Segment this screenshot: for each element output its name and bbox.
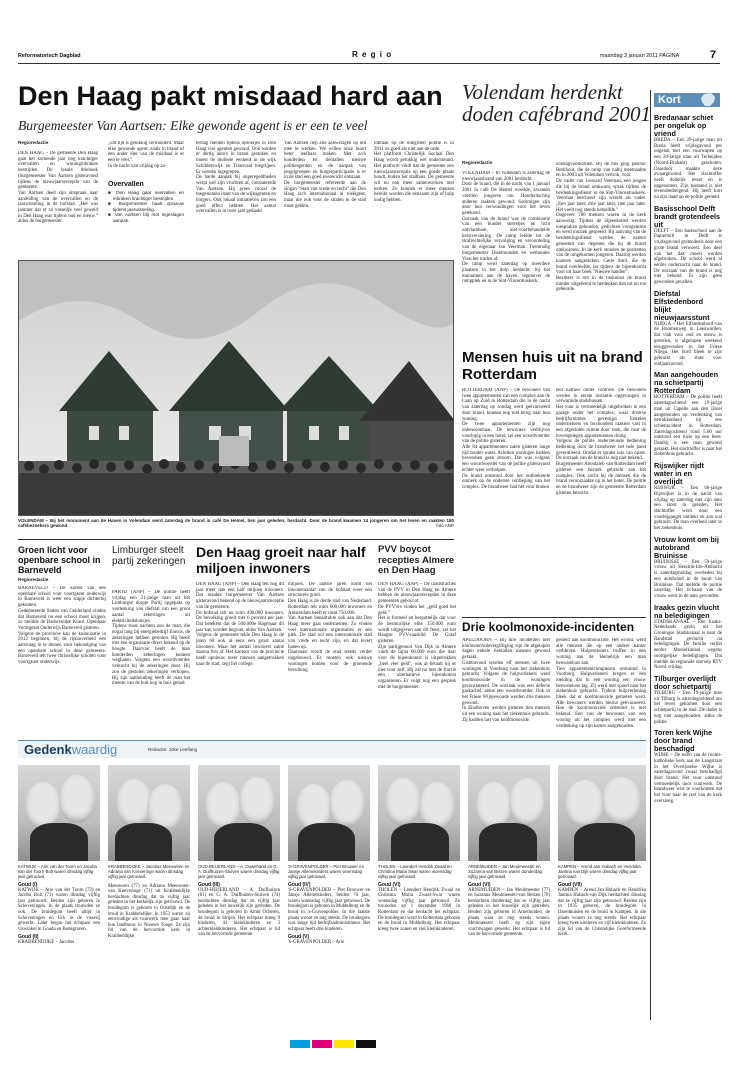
overvallen-item: ■ Burgemeester haalt opnieuw tijdens jaarwisseling.: [108, 201, 184, 212]
dire-col2: gesteld aan koolmonoxide. Het woord, werd alle mensen die op een andere kamer verbleven. Hulpverleners troffen in een woning aan de Hemelrijk een man bewusteloos aan. Tien appartementcomplexen ontruimd in Voorburg. Hulpverleners kregen er een melding dat in een woning een vrouw bewusteloos lag. Zij werd met spoed naar het ziekenhuis gebracht. Tijdens hulpverlening bleek dat er koolmonoxide gemeten werd. Alle bewoners werden hierna geëvacueerd. Hoe de koolmonoxide ontstond is niet bekend. Een van de bewoners van een woning uit het complex werd met een verdenking op zijn kamer aangehouden.: [556, 638, 646, 729]
overvallen-item: ■ Den Haag gaat overvallen en inbraken krachtiger bestrijden.: [108, 190, 184, 201]
denhaag-headline: Den Haag groeit naar half miljoen inwoners: [196, 545, 366, 576]
kort-divider: [650, 90, 651, 1020]
barneveld-headline: Groen licht voor openbare school in Barneveld: [18, 545, 101, 575]
couple-caption: KRABBENDIJKE – Jacobus Meeuwsen en Adriana van Koeveringe waren dinsdag vijftig jaar getrouwd.: [108, 864, 190, 880]
couple-label: Goud (VII): [558, 881, 582, 888]
couple-caption: 'S-GRAVENPOLDER – Piet Brouwer en Jansje Allemekinders waren woensdag vijftig jaar getrouwd.: [288, 864, 364, 880]
overvallen-title: Overvallen: [108, 181, 144, 188]
lead-col4: Van Aartsen riep alle aanwezigen op om mee te werken. We willen onze buurt beter leefbaar maken. Met zo'n honderden en tientallen nieuwe politieagenten en de aanpak van jeugdgroepen en burgerparticipatie is er in de stad een goed evenwicht ontstaan. De burgemeester refereerde aan de slogan "Stad van vrede en recht" die Den Haag zich internationaal al toeëigent, maar die ook voor de straten in de stad moet gelden.: [284, 141, 366, 209]
kort-title: Kort: [658, 94, 681, 106]
couple-caption: THOLEN – Leendert Hendrik Zwaal en Christina Maria Swar waren woensdag vijftig jaar getrouwd.: [378, 864, 452, 880]
gedenkwaardig-editor: Redactie: Joke Leeflang: [148, 747, 198, 752]
pvv-text: DEN HAAG (ANP) – De raadsfracties van de PVV in Den Haag en Almere hebben de nieuwjaarsrecepties in deze gemeenten geboycot. De PVV'ers vinden het „geld goed het geld.” Het is formeel en bespottelijk dat voor de bestuurlijke elite 150.000 euro wordt uitgegeven aan dit feest, zei het Haagse PVV-raadslid De Graaf gisteren. Zijn partijgenoot Van Dijk in Almere vindt de bijna 60.000 euro die daar voor de bijeenkomst is uitgetrokken „heel veel geld”, ook al betaalt hij er niet voor zelf. Hij zal nu met de fractie een alternatieve bijeenkomst organiseren. Er volgt nog een gesprek met de burgemeester.: [378, 582, 456, 690]
limburger-text: PARTIJ (ANP) – De politie heeft vrijdag een 21-jarige man uit het Limburgse dorpje Partij opgepakt op verdenking van diefstal van een groot aantal zekeringen uit elektriciteitshuisjes. Tijdens twee nachten zou de man, die nogal lang bij energiebedrijf Enexis, de zekeringen hebben gestolen. Hij bleek met een organisatie direct bekend op de hoogte. Daarvan heeft de man honderden zekeringen kunnen weghalen. Volgens een woordvoerder verkocht hij de zekeringen door. Hij zou de gestolen zekeringen verkopen. Bij zijn aanhouding heeft de man het meeste van de buit nog in huis gehad.: [112, 590, 190, 687]
barneveld-text: BARNEVELD – De komst van een openbare school voor voortgezet onderwijs in Barneveld is weer een stapje dichterbij gekomen. Gedeputeerde Staten van Gelderland vinden dat Barneveld nu een school moet krijgen, zo meldde de Barneveldse Krant. Openbaar Voortgezet Onderwijs Barneveld gisteren. Volgens de provincie kan de kolonizatie in 2012 beginnen, bij de rijksoverheid een aanvraag in te dienen voor bekostiging van een openbare school in deze gemeente. Barneveld telt twee christelijke scholen voor voortgezet onderwijs.: [18, 586, 106, 666]
couple-text: KAMPEN – Arend Jan Hubach en Hendrika Jantina Hubach-van Dijk herdachten dinsdag dat ze vijftig jaar zijn getrouwd. Beiden zijn in 1935 geboren, de bruidegom in IJsselmuiden en de bruid in Kampen. In die plaats wonen ze nog steeds. Het echtpaar kreeg twee kinderen en vijf kleinkinderen. Ze zijn lid van de Christelijke Gereformeerde Kerk.: [558, 887, 646, 938]
volendam-col2: zondagvoorkomen. Bij de mis ging pastoor Berkhout, die de ramp van nabij meemaakte en in 2003 uit Volendam vertrok, voor. De vader van Leonard Veerman, een jongen die bij de brand omkwam, sprak tijdens de herdenkingsdienst in de Sint-Vincentiuskerk. Veerman beschreef zijn wereld als vader. „Een jaar later, drie jaar later, tien jaar later. Het voelt nog steeds hetzelfde.” Ongeveer 700 mensen waren in de kerk aanwezig. Tijdens de bijeenkomst werden toespraken gehouden, gedichten voorgelezen en werd muziek gespeeld. Bij aanvang van de herdenkingsdienst werden de namen genoemd van degenen die bij de brand omkwamen. In de kerk stonden de portretten van de omgekomen jongeren. Daarbij werden kaarsen aangestoken. Gerie Smit, die de brand overleefde, las tijdens de bijeenkomst voor uit haar boek "Nieuwe handen". Bezitters is om in de toekomst de brand minder uitgebreid te herdenken dan tot nu toe gebeurde.: [556, 162, 646, 293]
lead-byline: Regioredactie: [18, 140, 49, 145]
header-rule: [18, 63, 720, 64]
couple-label: Goud (I): [18, 881, 38, 888]
kort-item: Vrouw komt om bij autobrand Bruinisse BRUINISSE – Een 59-jarige vrouw uit Hendrik-Ido-Ambacht is zaterdagmiddag overleden bij een autobrand in de buurt van Bruinisse. Dat meldde de politie zaterdag. Het lichaam van de vrouw werd in de auto gevonden.: [654, 534, 722, 599]
lead-headline: Den Haag pakt misdaad hard aan: [18, 81, 443, 111]
lead-col2: „Dit tijd is gelukkig verminderd. Maar elke gewonde agent, zoals in brand of een ander dier van de misdaad is er een te veel.” In de nacht van vrijdag op za-: [108, 141, 184, 169]
couple-column: [378, 864, 460, 1024]
couple-caption: OUD-BEIJERLAND – A. Ouwehand en G. A. Duifhuizen-Stuiven waren dinsdag vijftig jaar getrouwd.: [198, 864, 280, 880]
barneveld-byline: Regioredactie: [18, 577, 49, 582]
overvallen-item: ■ Van Aartsen blij met ingeslagen aanpak.: [108, 212, 184, 223]
photo-caption: VOLENDAM – Bij het monument aan de Haven in Volendam werd zaterdag de brand in café De Hemel, tien jaar geleden, herdacht. Door de brand kwamen 14 jongeren om het leven en raakten 180 cafébezoekers gewond. foto ANP: [18, 518, 454, 529]
kort-item: Tilburger overlijdt door schietpartij TILBURG – Een 19-jarige man uit Tilburg is zaterdagochtend om het leven gekomen door een schietpartij in de stad. De dader is nog niet aangehouden, aldus de politie.: [654, 674, 722, 725]
lead-col5: inbraak op de integriteit politie is in 2011 zo goed als niet aan de orde. Het platform Christelijk Sociaal Den Haag wordt gelukkig wel ondersteund. Het platform vindt dat de gemeente een nieuwjaarsreceptie op een goede plaats houdt, buiten het stadhuis. De gemeente wil nu ook meer samenwerken met kerken. Zo kunnen er meer mensen bereikt worden die eenzaam zijn of hulp nodig hebben.: [374, 141, 454, 204]
volendam-photo: [18, 260, 454, 516]
couple-photo: [288, 765, 370, 861]
couple-photo: [108, 765, 190, 861]
kort-item: Rijswijker rijdt water in en overlijdt RIJSWIJK – Een 60-jarige Rijswijker is in de nacht van vrijdag op zaterdag met zijn auto een sloot in gereden. Het slachtoffer werd door een voorbijganger ontdekt en aan wal gebracht. De man overleed later in het ziekenhuis.: [654, 461, 722, 532]
couple-label: Goud (VI): [378, 881, 401, 888]
netherlands-map-icon: [699, 93, 717, 107]
kort-banner: [654, 93, 720, 107]
couple-photo: [198, 765, 280, 861]
dire-col1: APELDOORN – Bij drie incidenten met koolmonoxidevergiftiging zijn de afgelopen dagen enkele tientallen mensen gewond geraakt. Gisteravond werden elf mensen uit twee woningen in Voorburg naar het ziekenhuis gebracht. Volgens de hulpverleners werd koolmonoxide in de woningen geconstateerd. De oorzaak was een defecte gaskachel, aldus een woordvoerder. Ook in het Friese Wijnjewoude werden drie mensen gewond. In Eindhoven werden gisteren tien mensen uit een woning naar het ziekenhuis gebracht. Zij hadden last van koolmonoxide.: [462, 638, 550, 723]
gedenkwaardig-banner: [18, 740, 646, 758]
couple-text: KRABBENDIJKE – Jacobus: [18, 940, 75, 946]
bottom-rule: [18, 539, 454, 540]
kort-item: Iraaks gezin vlucht na beledigingen STADSKANAAL – Een Iraaks-Nederlands gezin uit het Groningse Stadskanaal is naar de Randstad gevlucht na beledigingen. De familie verliet eerder Musselkanaal wegens soortgelijke beledigingen. Dat meldde de regionale omroep RTV Noord vrijdag.: [654, 602, 722, 671]
section-title: R e g i o: [352, 50, 393, 59]
couple-photo: [18, 765, 100, 861]
dire-headline: Drie koolmonoxide-incidenten: [462, 621, 635, 634]
lead-col1: DEN HAAG – De gemeente Den Haag gaat het komende jaar nog krachtiger overvallen en woninginbraken bestrijden. De lokale driehoek (burgemeester Van Aartsen gisteravond tijdens de nieuwjaarsreceptie van de gemeente. Van Aartsen deed zijn uitspraak naar aanleiding van de overvallen en de jaarwisseling in de hofstad. „Het was jammer dat er zo vreselijk veel geweld in Den Haag was tijdens oud en nieuw.” aldus de burgemeester.: [18, 151, 98, 225]
couple-text: KATWIJK – Arie van der Toorn (72) en Jacoba Bolt (71) waren dinsdag vijftig jaar getrouwd. Beiden zijn geboren in Scheveningen. In de plaats trouwden ze ook. De bruidegom heeft altijd in Scheveningen en Urk in de visserij gewerkt. Later begon het echtpaar een viswinkel in Gouda en Bodegraven.: [18, 887, 100, 932]
gedenkwaardig-title: Gedenkwaardig: [24, 742, 118, 757]
lead-subheadline: Burgemeester Van Aartsen: Elke gewonde agent is er een te veel: [18, 118, 368, 133]
couple-column: [108, 864, 190, 1024]
rotterdam-col1: ROTTERDAM (ANP) – De bewoners van twee appartementen van een complex aan de Laan op Zuid in Rotterdam die in de nacht van zaterdag op zondag werd geëvacueerd door brand, kunnen nog niet terug naar hun woning. De twee appartementen zijn nog onbewoonbaar. De bewoners verblijven voorlopig in een hotel, zei een woordvoerder van de politie gisteren. Alle 84 appartementen zaten gisteren lange tijd zonder water. Achttien woningen hadden bovendien geen stroom. Dat was volgens een woordvoerder van de politie gisteravond echter weer verholpen. De brand ontstond door het ontbrekende onmerk op de onderste verdieping van het complex. De brandweer had het vuur binnen: [462, 388, 550, 490]
couple-label: Goud (VI): [468, 881, 491, 888]
couple-text: 'S-GRAVENPOLDER – Arie: [288, 940, 345, 946]
couple-column: [558, 864, 646, 1024]
volendam-byline: Regioredactie: [462, 160, 493, 165]
couple-label: Goud (V): [288, 934, 310, 941]
rotterdam-headline: Mensen huis uit na brand Rotterdam: [462, 349, 643, 383]
volendam-scene: [19, 261, 454, 516]
registration-bar: [290, 1040, 440, 1048]
denhaag-text2: miljoen. De laatste jaren komt het inwoneraantal van de hofstad weer een structurele groei. Den Haag is de derde stad van Nederland. Rotterdam telt ruim 600.000 inwoners en Amsterdam heeft er ruim 750.000. Van Aartsen benadrukte ook aan dat Den Haag meer gaat ondernemen. Zo vinden veel internationale organisaties er een plek. De stad wil een internationale stad van vrede en recht zijn, en dat levert banen op. Daarnaast wordt de stad steeds verder opgebouwd. Er moeten ook nieuwe woningen komen voor de groeiende bevolking.: [288, 582, 372, 673]
couple-column: [198, 864, 280, 1024]
couple-text: THOLEN – Leendert Hendrik Zwaal en Christina Maria Zwaal-Swar waren woensdag vijftig jaar getrouwd. Ze trouwden op 1 december 1960 in Rotterdam en dat herdacht het echtpaar. De bruidegom werd in Rotterdam geboren en de bruid in Middelburg. Het echtpaar kreeg twee zonen en vier kleinkinderen.: [378, 887, 460, 932]
couple-column: [468, 864, 550, 1024]
date-page: maandag 3 januari 2011 PAGINA: [600, 53, 680, 59]
couple-photo: [468, 765, 550, 861]
overvallen-box: [108, 181, 184, 251]
kort-item: Bredanaar schiet per ongeluk op vriend BREDA – Een 29-jarige man uit Breda heeft vrijdagavond per ongeluk met een vuurwapen op een 20-jarige man uit Terheijden (Noord-Brabant) geschoten. Daardoor maakte deze zwaargewond. Het slachtoffer heeft dodelijk letsel en is opgenomen. Zijn toestand is niet levensbedreigend. Hij heeft kort na zijn daad op de politie gemeld.: [654, 113, 722, 201]
couple-column: [18, 864, 100, 1024]
couple-text: ARNEMUIDEN – Jan Meulmeester (77) en Suzanna Meulmeester-van Belzen (70) herdachten donderdag dat ze vijftig jaar geleden in het huwelijk zijn getreden. Beiden zijn geboren in Arnemuiden, de plaats waar ze nog steeds wonen. Meulmeester heeft op zijn eigen vrachtwagen gewerkt. Het echtpaar is lid van de hervormde gemeente.: [468, 887, 550, 938]
page-number: 7: [710, 49, 717, 61]
rotterdam-col2: een halfuur onder controle. De bewoners werden in eerste instantie opgevangen in verwarmde stadsbussen. Het vuur is vermoedelijk uitgebroken in een garage onder het complex, waar diverse bedrijfsruimtes gevestigd. Enkelen ondernemers en boxhouders raakten vast in een afgesloten ruimte door rook, die naar de bovengelegen appartementen drong. Volgens de politie ondersteunde bediening bediening door de brandweer het hele pand geventileerd. Omdat er sprake was van opzet. De oorzaak van de brand is nog niet bekend. Burgemeester Aboutaleb van Rotterdam heeft gisteren een bezoek gebracht aan het complex. Ook zocht hij de mensen die de brand veroorzaakte op in het hotel. De politie en de brandweer zijn de gemeente Rotterdam gisteren bezocht.: [556, 388, 646, 496]
volendam-headline: Volendam herdenkt doden cafébrand 2001: [462, 81, 651, 125]
pvv-headline: PVV boycot recepties Almere en Den Haag: [378, 545, 455, 576]
couple-label: Goud (IV): [288, 881, 311, 888]
couple-caption: KATWIJK – Arie van der Toorn en Jacoba van der Toorn-Bolt waren dinsdag vijftig jaar getrouwd.: [18, 864, 97, 880]
couple-photo: [378, 765, 460, 861]
couple-label: Goud (III): [198, 881, 220, 888]
couple-text: OUD-BEIJERLAND – A. Duifhuizen (81) en G. A. Duifhuizen-Stuiven (74) herdachten dinsdag dat ze vijftig jaar geleden in het huwelijk zijn getreden. De bruidegom is geboren in Ambt Ocheren, de bruid in Strijen. Het echtpaar kreeg 9 kinderen, 41 kleinkinderen en 3 achterkleinkinderen. Het echtpaar is lid van de hervormde gemeente.: [198, 887, 280, 938]
lead-col3: terdag melden tijdens oproerjes in Den Haag vier agenten gewond. Ook werden er dertig auto's in brand gestoken en moest de mobiele eenheid in de wijk Schilderswijk en Transvaal toegrijpen. Er werden ingegrepen. De harde aanpak bij ongeregeldheden werpt wel zijn vruchten af, constateerde Van Aartsen. Hij prees vooral de toegenomen inzet van de wijkagenten en burgers. Ook lokaal initiatieven zou een goed effect hebben. Het aantal overvallen is in twee jaar gedaald.: [196, 141, 276, 215]
limburger-headline: Limburger steelt partij zekeringen: [112, 545, 186, 567]
paper-name: Reformatorisch Dagblad: [18, 53, 81, 59]
denhaag-text: DEN HAAG (ANP) – Den Haag telt nog dit jaar meer dan een half miljoen inwoners. Dat maakte burgemeester Van Aartsen gisteravond bekend op de nieuwjaarsreceptie van de gemeente. De hofstad telt nu ruim 490.000 inwoners. De bevolking groeit met 6 procent per jaar. Dat betekent dat de 500.000e Hagenaar dit jaar kan worden begroet, aldus Van Aartsen. Volgens de gemeente telde Den Haag in de jaren 60 ook al eens een groot aantal inwoners. Maar het aantal inwoners zakte daarna fors af. Het kantoor van de provincie heeft opnieuw meer mensen aangetrokken naar de stad, zegt het college.: [196, 582, 284, 667]
volendam-col1: VOLENDAM – In Volendam is zaterdag de nieuwjaarsbrand van 2001 herdacht. Door de brand, die in de nacht van 1 januari 2001 in café De Hemel woedde, kwamen veertien jongeren om. Honderdachtig anderen raakten gewond. Sommigen zijn door hun verwondingen voor het leven getekend. Oorzaak van de brand was de combinatie van een bundel sterretjes en licht ontvlambare, niet-voorbehandelde kerstversiering. De ramp leidde tot de strafrechtelijke vervolging en veroordeling van de eigenaar Jan Veerman. Toenmalig burgemeester IJsselmonden en wethouder Visscher traden af. De ramp werd zaterdag op meerdere plaatsen in het dorp herdacht: bij het monument aan de haven, tegenover de rampplek en in de Sint-Vincentiuskerk.: [462, 171, 550, 285]
couple-text: 'S-GRAVENPOLDER – Piet Brouwer en Jansje Allemekinders, beiden 70 jaar, waren woensdag vijftig jaar getrouwd. De bruidegom is geboren in Middelburg en de bruid in 's-Gravenpolder. In die laatste plaats woont ze nog steeds. De bruidegom was lange tijd bedrijfsadministrateur. Het echtpaar heeft drie kinderen.: [288, 887, 370, 932]
dire-rule: [462, 617, 646, 618]
kort-item: Toren kerk Wijhe door brand beschadigd WIJHE – De toren van de rooms-katholieke kerk aan de Langstraat in het Overijsselse Wijhe is zaterdagavond zwaar beschadigd door brand. Het vuur ontstond vermoedelijk door vuurwerk. De brandweer wist te voorkomen dat het vuur naar de rest van de kerk oversloeg.: [654, 728, 722, 804]
couple-label: Goud (II): [18, 934, 39, 941]
kort-item: Man aangehouden na schietpartij Rotterdam ROTTERDAM – De politie heeft zaterdagochtend een 19-jarige man uit Capelle aan den IJssel aangehouden op verdenking van betrokkenheid bij een schietincident in Rotterdam. Zaterdagochtend rond 5.00 uur ontstond een ruzie op een feest. Daarbij is een man gewond geraakt. Het slachtoffer is naar het ziekenhuis gebracht.: [654, 370, 722, 458]
couple-caption: ARNEMUIDEN – Jan Meulmeester en Suzanna van Belzen waren donderdag vijftig jaar getrouwd.: [468, 864, 543, 880]
kort-item: Diefstal Elfstedenbord blijkt nieuwjaarsstunt NIJEGA – Het Elfstedenbord van de Boomenweg in Leeuwarden, dat vlak voor oud en nieuw is gestolen, is afgelopen weekend teruggevonden in het Friese Nijega. Het bord bleek te zijn gebruikt als stunt voor oudjaarsavond.: [654, 288, 722, 367]
couple-text: Meeuwsen (77) en Adriana Meeuwsen-van Koeveringe (71) uit Krabbendijke herdachten dinsdag dat ze vijftig jaar geleden in het kerkelijk zijn getrouwd. De bruidegom is geboren in Oostdijk en de bruid in Krabbendijke. In 1953 waren zij eenvoudige als vuurwerk mee gaan naar hun landbouw in Nieuwe Tonge. Ze zijn lid van de hervormde kerk in Krabbendijke.: [108, 883, 190, 939]
kort-column: [654, 110, 722, 1010]
couple-caption: KAMPEN – Arend Jan Hubach en Hendrika Jantina van Dijk waren dinsdag vijftig jaar getrouwd.: [558, 864, 641, 880]
couple-column: [288, 864, 370, 1024]
couple-photo: [558, 765, 646, 861]
kort-item: Basisschool Delft brandt grotendeels uit DELFT – Een basisschool aan de Papiermill in Delft is vrijdagavond grotendeels door een grote brand verwoest. Een deel van het dak moest worden afgebroken. De school werd al eerder onderzocht naar de brand. De oorzaak van de brand is nog niet bekend. Er zijn geen gewonden gevallen.: [654, 203, 722, 286]
